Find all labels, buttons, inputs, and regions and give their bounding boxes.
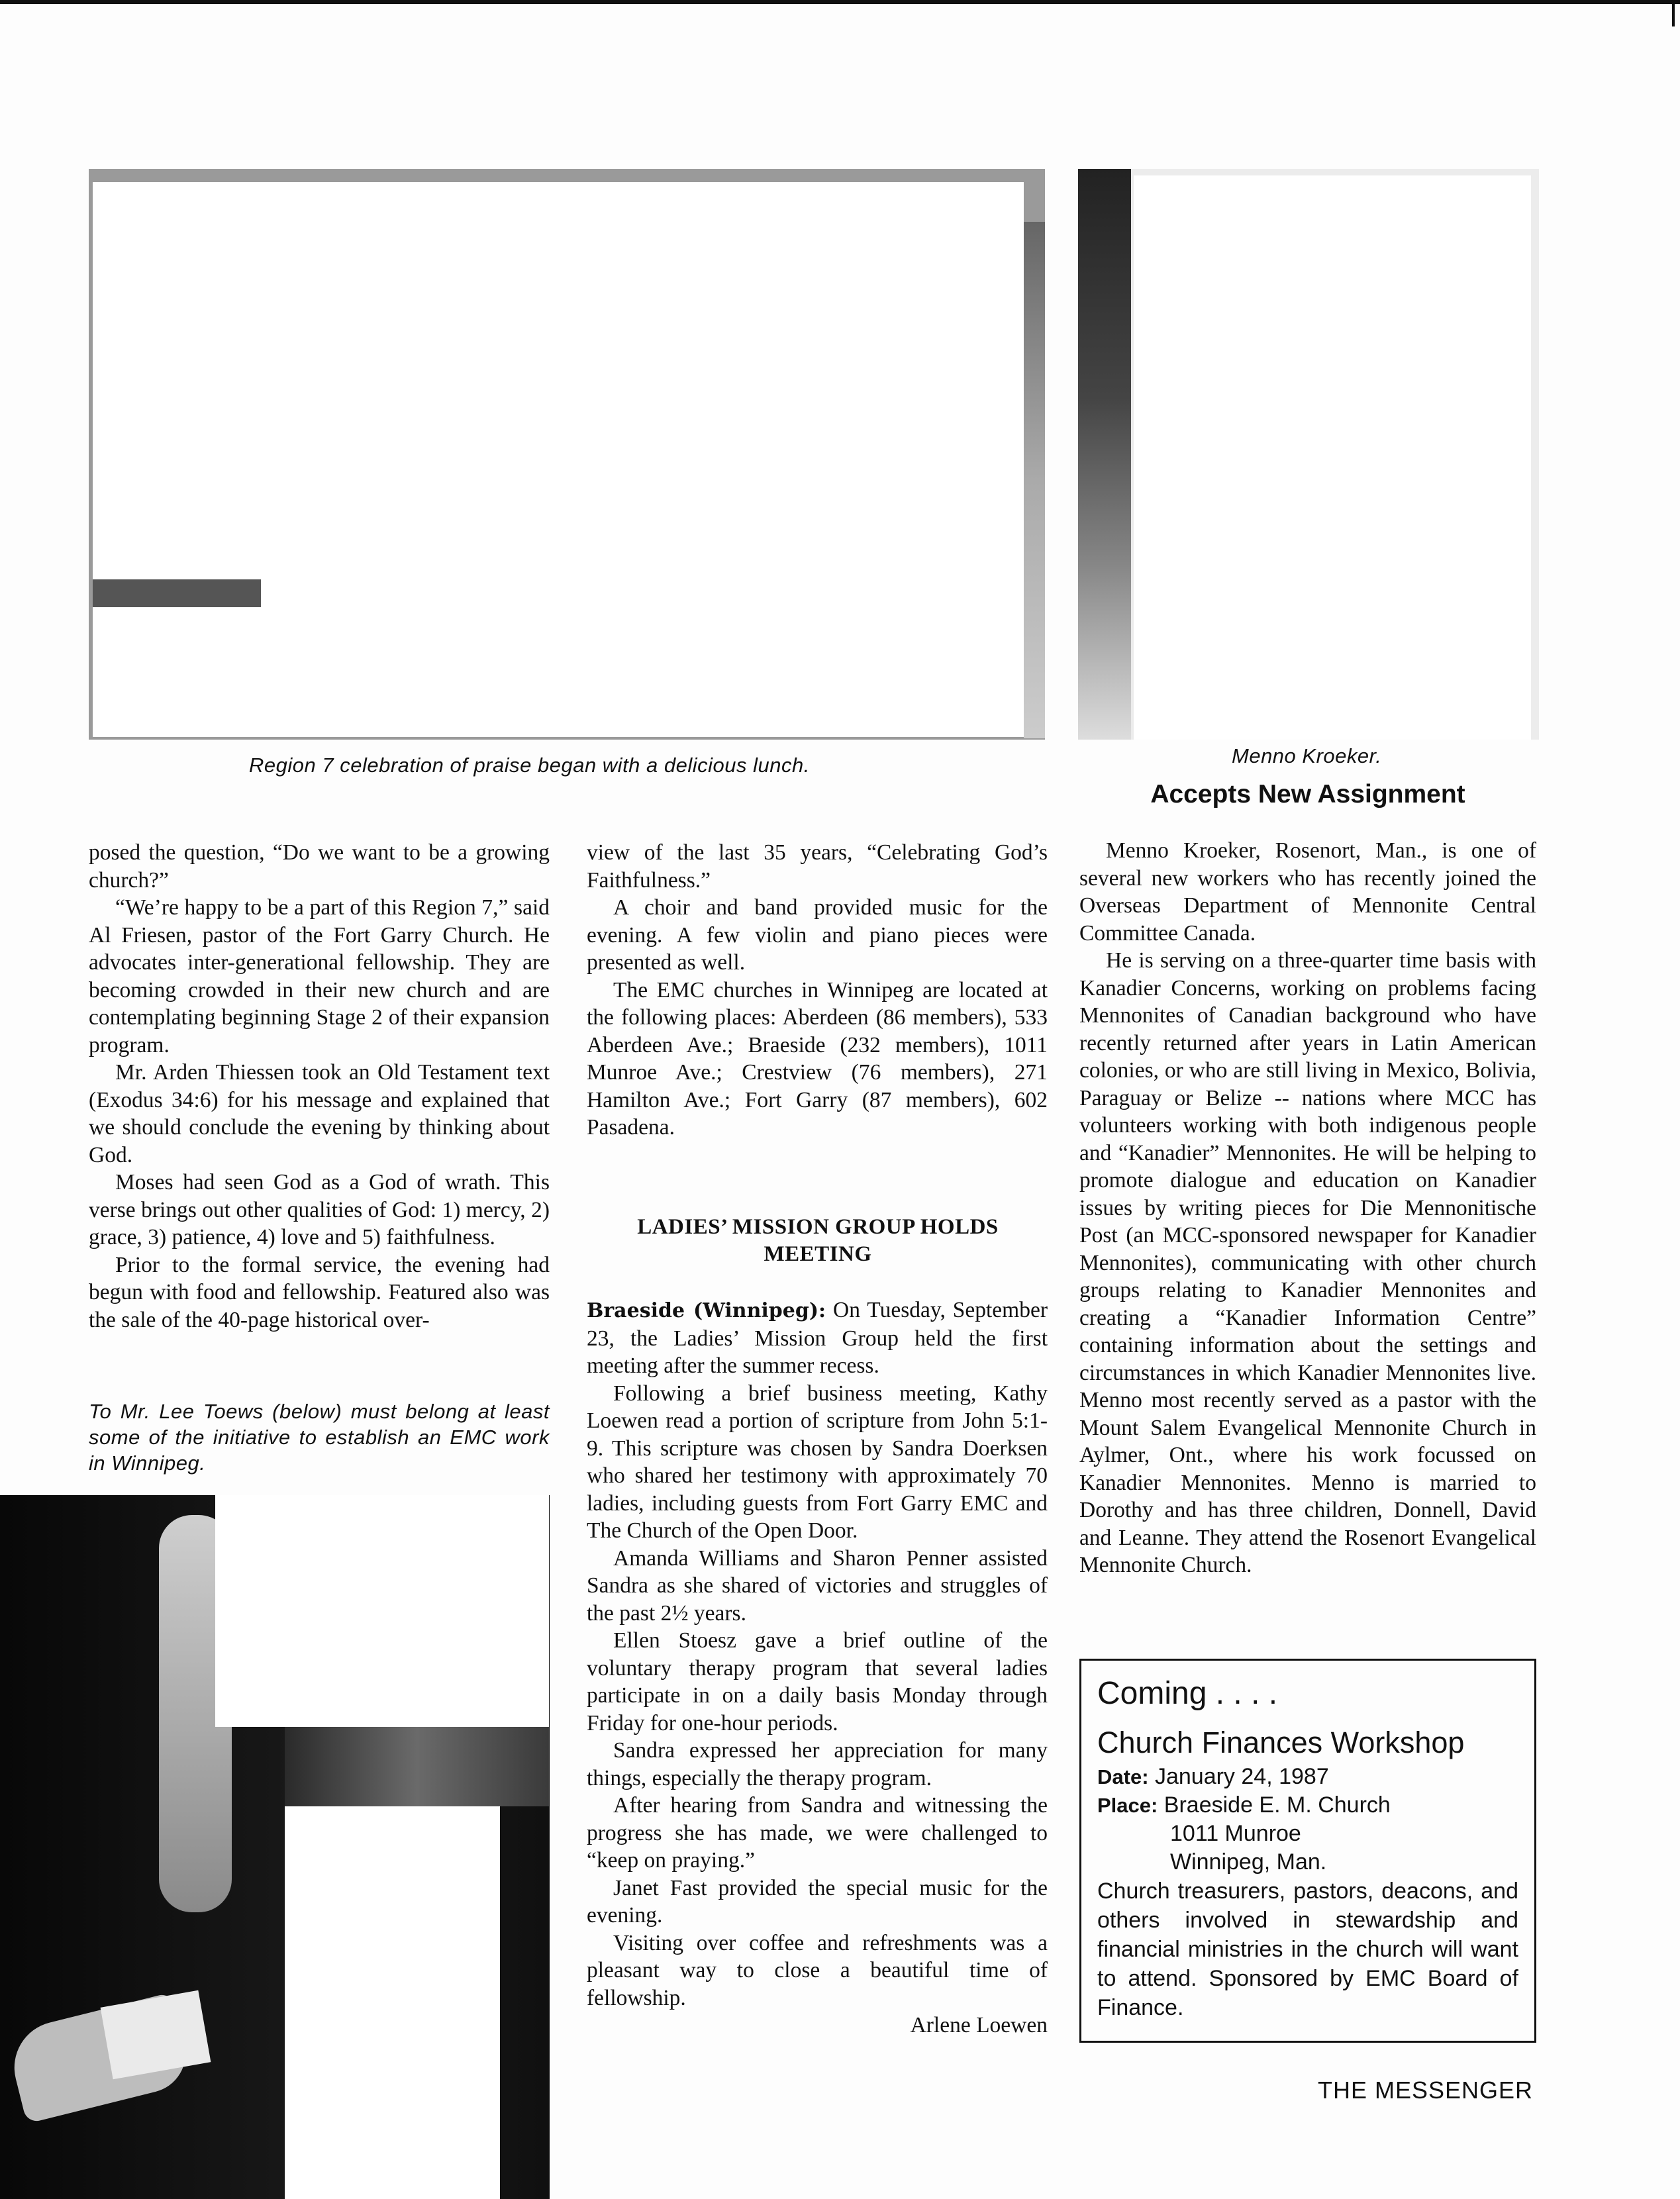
paragraph: Janet Fast provided the special music for the evening.	[587, 1875, 1048, 1928]
place-address-line: 1011 Munroe	[1170, 1821, 1301, 1846]
ladies-mission-heading: LADIES’ MISSION GROUP HOLDS MEETING	[637, 1215, 999, 1266]
paragraph: posed the question, “Do we want to be a growing church?”	[89, 840, 550, 893]
publication-footer: THE MESSENGER	[1318, 2077, 1534, 2104]
paragraph	[587, 1296, 1048, 1380]
date-row	[1097, 1763, 1518, 1791]
paragraph: Ellen Stoesz gave a brief outline of the voluntary therapy program that several ladies participate in on a daily basis Monday through Friday for one-hour periods.	[587, 1628, 1048, 1735]
workshop-title: Church Finances Workshop	[1097, 1726, 1465, 1759]
paragraph-text: On Tuesday, September 23, the Ladies’ Mission Group held the first meeting after the summer recess.	[587, 1298, 1048, 1378]
paragraph: A choir and band provided music for the evening. A few violin and piano pieces were presented as well.	[587, 895, 1048, 975]
kroeker-article-heading: Accepts New Assignment	[1150, 780, 1465, 808]
photo-edge	[1078, 169, 1131, 740]
place-value: Braeside E. M. Church	[1163, 1792, 1391, 1818]
column-2	[587, 839, 1048, 1142]
kroeker-photo-caption: Menno Kroeker.	[1232, 744, 1382, 767]
ladies-mission-article	[587, 1296, 1048, 2039]
date-label: Date:	[1097, 1765, 1149, 1788]
paragraph: He is serving on a three-quarter time basis with Kanadier Concerns, working on problems facing Mennonites of Canadian background who have recently returned after years in Latin American colonies, or who are still living in Mexico, Bolivia, Paraguay or Belize -- nations where MCC has volunteers working with both indigenous people and “Kanadier” Mennonites. He will be helping to promote dialogue and education on Kanadier issues by writing pieces for Die Mennonitische Post (an MCC-sponsored newspaper for Kanadier Mennonites), communicating with other church groups relating to Kanadier Mennonites and creating a “Kanadier Information Centre” containing information about the settings and circumstances in which Kanadier Mennonites live. Menno most recently served as a pastor with the Mount Salem Evangelical Mennonite Church in Aylmer, Ont., where his work focussed on Kanadier Mennonites. Menno is married to Dorothy and has three children, Donnell, David and Leanne. They attend the Rosenort Evangelical Mennonite Church.	[1079, 948, 1536, 1577]
photo-edge	[1024, 222, 1045, 738]
photo-fragment	[93, 579, 261, 607]
paragraph: Moses had seen God as a God of wrath. This verse brings out other qualities of God: 1) mercy, 2) grace, 3) patience, 4) love and 5) faithfulness.	[89, 1170, 550, 1249]
column-1	[89, 839, 550, 1334]
place-label: Place:	[1097, 1794, 1158, 1817]
date-value: January 24, 1987	[1154, 1764, 1329, 1789]
paragraph: view of the last 35 years, “Celebrating God’s Faithfulness.”	[587, 840, 1048, 893]
paragraph: Sandra expressed her appreciation for many things, especially the therapy program.	[587, 1738, 1048, 1790]
top-rule	[0, 0, 1680, 4]
lunch-photo-caption: Region 7 celebration of praise began with a delicious lunch.	[249, 754, 810, 777]
photo-redacted-area	[93, 182, 1024, 737]
photo-redacted-area	[1134, 175, 1531, 740]
column-3	[1079, 837, 1536, 1579]
paragraph: Amanda Williams and Sharon Penner assisted Sandra as she shared of victories and struggles of the past 2½ years.	[587, 1545, 1048, 1626]
lunch-photo	[89, 169, 1045, 740]
paragraph: Mr. Arden Thiessen took an Old Testament text (Exodus 34:6) for his message and explained that we should conclude the evening by thinking about God.	[89, 1060, 550, 1167]
workshop-notice-box	[1079, 1659, 1536, 2043]
paragraph: After hearing from Sandra and witnessing the progress she has made, we were challenged to “keep on praying.”	[587, 1793, 1048, 1873]
paragraph: Visiting over coffee and refreshments was a pleasant way to close a beautiful time of fellowship.	[587, 1930, 1048, 2010]
photo-fragment	[285, 1727, 549, 1806]
photo-redacted-area	[215, 1495, 549, 1727]
paragraph: Following a brief business meeting, Kathy Loewen read a portion of scripture from John 5:1-9. This scripture was chosen by Sandra Doerksen who shared her testimony with approximately 70 ladies, including guests from Fort Garry EMC and The Church of the Open Door.	[587, 1381, 1048, 1543]
edge-mark	[1672, 0, 1675, 26]
lee-toews-caption: To Mr. Lee Toews (below) must belong at least some of the initiative to establish an EMC work in Winnipeg.	[89, 1400, 550, 1475]
place-address-line: Winnipeg, Man.	[1170, 1849, 1327, 1875]
photo-booklet	[101, 1990, 211, 2079]
paragraph: Prior to the formal service, the evening had begun with food and fellowship. Featured also was the sale of the 40-page historical over-	[89, 1252, 550, 1332]
photo-redacted-area	[285, 1806, 500, 2199]
paragraph: “We’re happy to be a part of this Region 7,” said Al Friesen, pastor of the Fort Garry Church. He advocates inter-generational fellowship. They are becoming crowded in their new church and are contemplating beginning Stage 2 of their expansion program.	[89, 895, 550, 1057]
place-row	[1097, 1791, 1518, 1820]
dateline: Braeside (Winnipeg):	[587, 1299, 826, 1322]
notice-body: Church treasurers, pastors, deacons, and others involved in stewardship and financial ministries in the church will want to attend. Sponsored by EMC Board of Finance.	[1097, 1879, 1518, 2020]
author-signature: Arlene Loewen	[910, 2013, 1048, 2037]
menno-kroeker-photo	[1078, 169, 1539, 740]
lee-toews-photo	[0, 1495, 550, 2199]
coming-label: Coming . . . .	[1097, 1676, 1278, 1711]
paragraph: Menno Kroeker, Rosenort, Man., is one of several new workers who has recently joined the Overseas Department of Mennonite Central Committee Canada.	[1079, 838, 1536, 946]
paragraph: The EMC churches in Winnipeg are located at the following places: Aberdeen (86 members), 533 Aberdeen Ave.; Braeside (232 members), 1011 Munroe Ave.; Crestview (76 members), 271 Hamilton Ave.; Fort Garry (87 members), 602 Pasadena.	[587, 977, 1048, 1140]
